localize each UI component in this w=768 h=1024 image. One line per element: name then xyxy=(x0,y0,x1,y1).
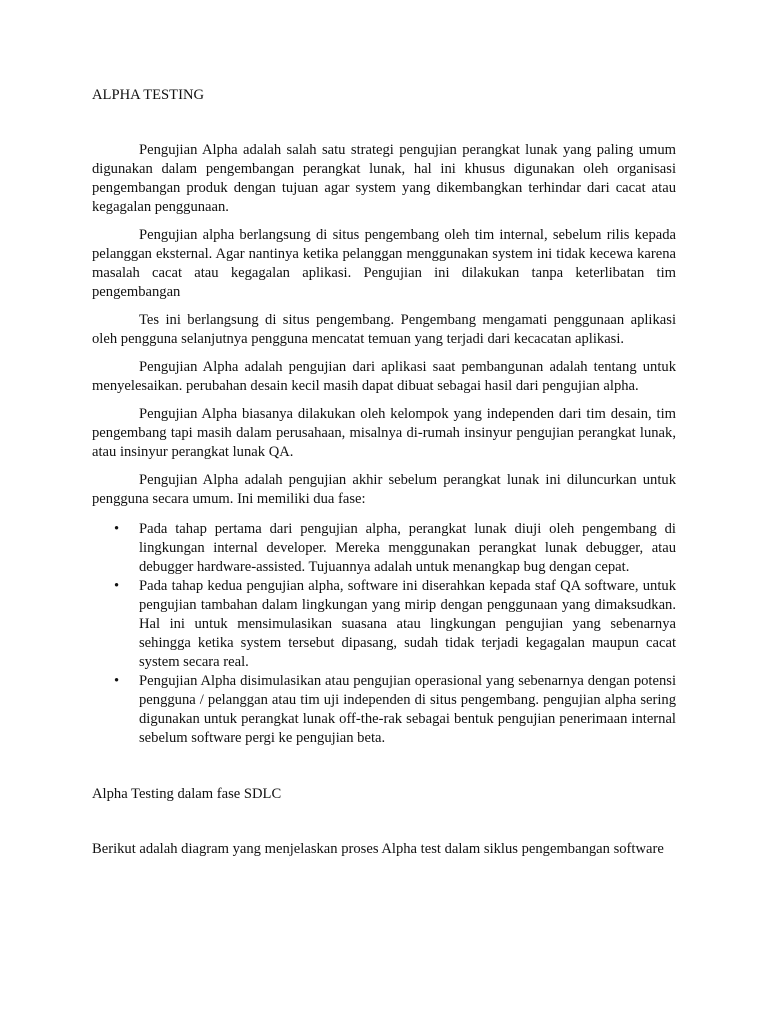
section-title: Alpha Testing dalam fase SDLC xyxy=(92,786,282,802)
paragraph-intro: Pengujian Alpha adalah salah satu strategi pengujian perangkat lunak yang paling umum digunakan dalam pengembangan perangkat lunak, hal ini khusus digunakan oleh organisasi pengembangan produk dengan tujuan agar system yang dikembangkan terhindar dari cacat atau kegagalan penggunaan. xyxy=(92,142,676,215)
list-item-text: Pada tahap kedua pengujian alpha, software ini diserahkan kepada staf QA software, untuk pengujian tambahan dalam lingkungan yang mirip dengan penggunaan yang dimaksudkan. Hal ini untuk mensimulasikan suasana atau lingkungan pengujian yang sebenarnya sehingga ketika system tersebut dipasang, sudah tidak terjadi kegagalan maupun cacat system secara real. xyxy=(139,578,676,670)
list-item-text: Pengujian Alpha disimulasikan atau pengujian operasional yang sebenarnya dengan potensi pengguna / pelanggan atau tim uji independen di situs pengembang. pengujian alpha sering digunakan untuk perangkat lunak off-the-rak sebagai bentuk pengujian penerimaan internal sebelum software pergi ke pengujian beta. xyxy=(139,673,676,746)
paragraph-internal-team: Pengujian alpha berlangsung di situs pengembang oleh tim internal, sebelum rilis kepada pelanggan eksternal. Agar nantinya ketika pelanggan menggunakan system ini tidak kecewa karena masalah cacat atau kegagalan aplikasi. Pengujian ini dilakukan tanpa keterlibatan tim pengembangan xyxy=(92,227,676,300)
bullet-icon: • xyxy=(114,673,120,689)
closing-paragraph: Berikut adalah diagram yang menjelaskan proses Alpha test dalam siklus pengembangan software xyxy=(92,841,664,857)
paragraph-developer-site: Tes ini berlangsung di situs pengembang. Pengembang mengamati penggunaan aplikasi oleh pengguna selanjutnya pengguna mencatat temuan yang terjadi dari kecacatan aplikasi. xyxy=(92,312,676,347)
paragraph-independent-group: Pengujian Alpha biasanya dilakukan oleh kelompok yang independen dari tim desain, tim pengembang tapi masih dalam perusahaan, misalnya di-rumah insinyur pengujian perangkat lunak, atau insinyur perangkat lunak QA. xyxy=(92,406,676,460)
list-item xyxy=(92,520,676,577)
list-item-text: Pada tahap pertama dari pengujian alpha, perangkat lunak diuji oleh pengembang di lingkungan internal developer. Mereka menggunakan perangkat lunak debugger, atau debugger hardware-assisted. Tujuannya adalah untuk menangkap bug dengan cepat. xyxy=(139,521,676,575)
bullet-icon: • xyxy=(114,578,120,594)
phases-list xyxy=(92,520,676,748)
list-item xyxy=(92,672,676,748)
document-title: ALPHA TESTING xyxy=(92,87,205,103)
document-page xyxy=(92,86,676,859)
bullet-icon: • xyxy=(114,521,120,537)
list-item xyxy=(92,577,676,672)
paragraph-two-phases: Pengujian Alpha adalah pengujian akhir sebelum perangkat lunak ini diluncurkan untuk pengguna secara umum. Ini memiliki dua fase: xyxy=(92,472,676,507)
paragraph-design-changes: Pengujian Alpha adalah pengujian dari aplikasi saat pembangunan adalah tentang untuk menyelesaikan. perubahan desain kecil masih dapat dibuat sebagai hasil dari pengujian alpha. xyxy=(92,359,676,394)
